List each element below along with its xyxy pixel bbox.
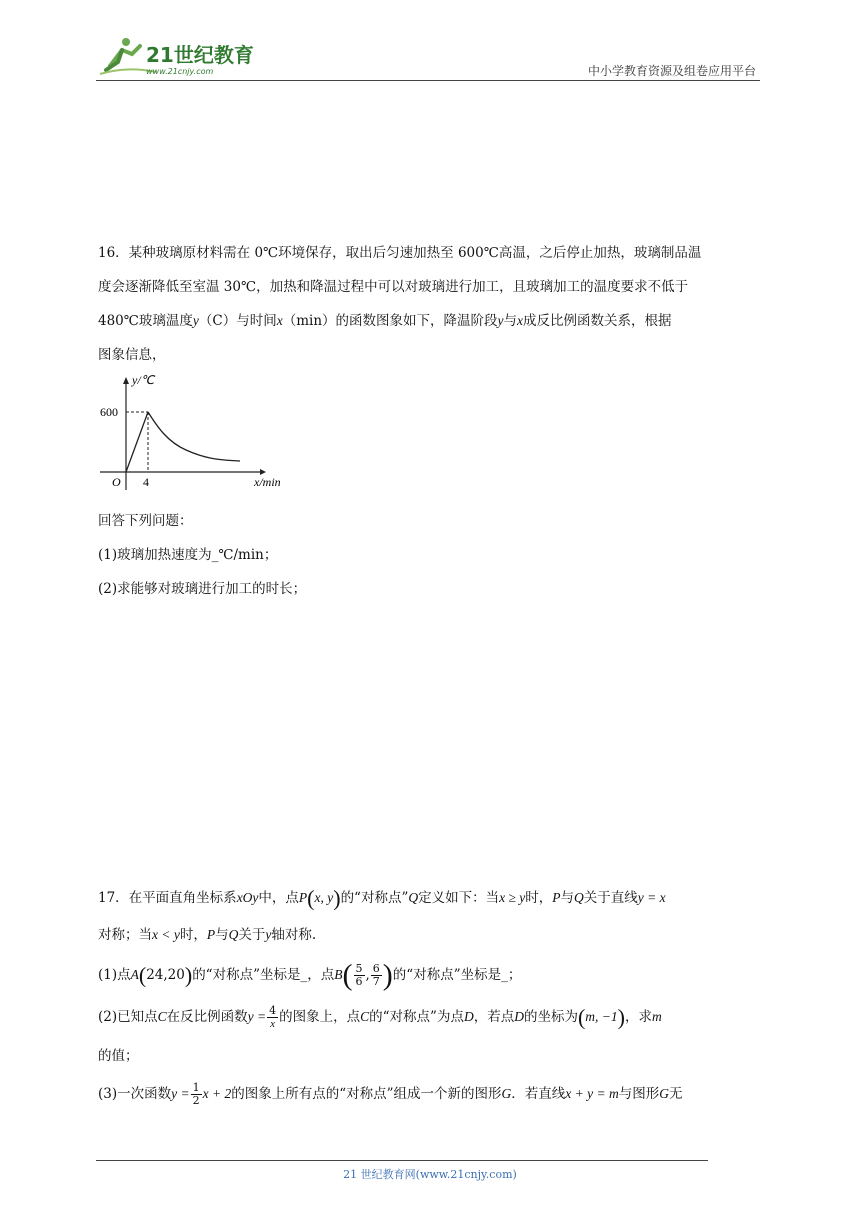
question-16-parts [98,504,762,606]
question-17 [98,880,762,1114]
q17-part3: (3)一次函数y = $\frac{1}{2}$ x + 2的图象上所有点的“对称点”组成一个新的图形G．若直线x + y = m与图形G无 [98,1080,683,1107]
q16-line1: 16．某种玻璃原材料需在 0℃环境保存，取出后匀速加热至 600℃高温，之后停止加热，玻璃制品温 [98,245,702,261]
q17-line1: 17．在平面直角坐标系xOy中，点P(x, y)的“对称点”Q定义如下：当x ≥ y时，P与Q关于直线y = x [98,885,666,911]
q16-line4: 图象信息， [98,347,166,363]
footer-divider [96,1160,708,1161]
function-graph [96,372,296,496]
cooling-curve [148,412,240,461]
x-tick-label: 4 [143,475,149,489]
y-tick-label: 600 [100,405,118,419]
q17-part2: (2)已知点C在反比例函数y = $\frac{4}{x}$ 的图象上，点C的“对称点”为点D，若点D的坐标为(m, −1)，求m [98,1004,662,1030]
logo [96,36,266,78]
logo-text: 21世纪教育 [146,43,254,67]
q16-part1: (1)玻璃加热速度为_℃/min； [98,547,278,563]
q16-prompt: 回答下列问题： [98,513,193,529]
y-axis-arrow [123,377,129,384]
x-axis-label: x/min [254,475,281,489]
y-axis-label: y/℃ [132,373,155,387]
q17-part2-cont: 的值； [98,1047,139,1064]
footer-link[interactable]: 21 世纪教育网(www.21cnjy.com) [343,1168,517,1181]
q17-part1: (1)点A(24,20)的“对称点”坐标是_，点B( $\frac{5}{6}$ , $\frac{6}{7}$ )的“对称点”坐标是_； [98,958,522,991]
header-divider [96,80,760,81]
q16-part2: (2)求能够对玻璃进行加工的时长； [98,581,307,597]
question-16 [98,236,762,372]
heating-segment [126,412,148,472]
logo-url: www.21cnjy.com [146,67,214,76]
q17-line2: 对称；当x < y时，P与Q关于y轴对称. [98,926,317,943]
origin-label: O [112,475,121,489]
q16-line3: 480℃玻璃温度y（C）与时间x（min）的函数图象如下，降温阶段y与x成反比例函数关系，根据 [98,313,672,329]
q16-line2: 度会逐渐降低至室温 30℃，加热和降温过程中可以对玻璃进行加工，且玻璃加工的温度要求不低于 [98,279,689,295]
platform-name: 中小学教育资源及组卷应用平台 [587,64,756,78]
